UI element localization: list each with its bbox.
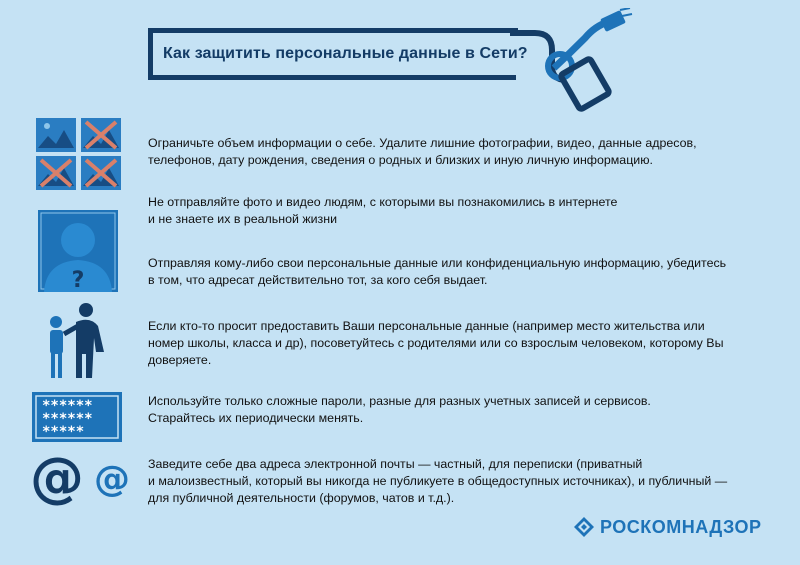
roskomnadzor-logo (574, 516, 762, 538)
stranger-icon (38, 210, 118, 292)
page-title: Как защитить персональные данные в Сети? (163, 45, 528, 62)
tip-3: Отправляя кому-либо свои персональные данные или конфиденциальную информацию, убедитесь в том, что адресат действительно тот, за кого себя выдает. (148, 256, 727, 287)
at-public-icon: @ (94, 459, 130, 500)
photos-icon (36, 118, 122, 191)
tip-6: Заведите себе два адреса электронной почты — частный, для переписки (приватный и малоизвестный, который вы никогда не публикуете в общедоступных источниках), и публичный — для публичной деятельности (форумов, чатов и т.д.). (148, 457, 728, 505)
at-private-icon: @ (30, 446, 84, 509)
logo-text: РОСКОМНАДЗОР (600, 516, 762, 537)
logo-mark-icon (574, 517, 594, 537)
password-icon (32, 392, 122, 442)
password-row: ****** (42, 411, 93, 427)
password-row: ***** (42, 424, 85, 440)
tip-5: Используйте только сложные пароли, разные для разных учетных записей и сервисов. Старайтесь их периодически менять. (148, 394, 651, 425)
tip-4: Если кто-то просит предоставить Ваши персональные данные (например место жительства или номер школы, класса и др), посоветуйтесь с родителями или со взрослым человеком, которому Вы доверяете. (148, 319, 724, 367)
password-row: ****** (42, 398, 93, 414)
adult-child-icon (46, 302, 112, 380)
cable-lock-icon (490, 8, 640, 118)
question-mark: ? (71, 268, 85, 292)
tip-2: Не отправляйте фото и видео людям, с которыми вы познакомились в интернете и не знаете их в реальной жизни (148, 195, 618, 226)
tip-1: Ограничьте объем информации о себе. Удалите лишние фотографии, видео, данные адресов, телефонов, дату рождения, сведения о родных и близких и иную личную информацию. (148, 136, 697, 167)
